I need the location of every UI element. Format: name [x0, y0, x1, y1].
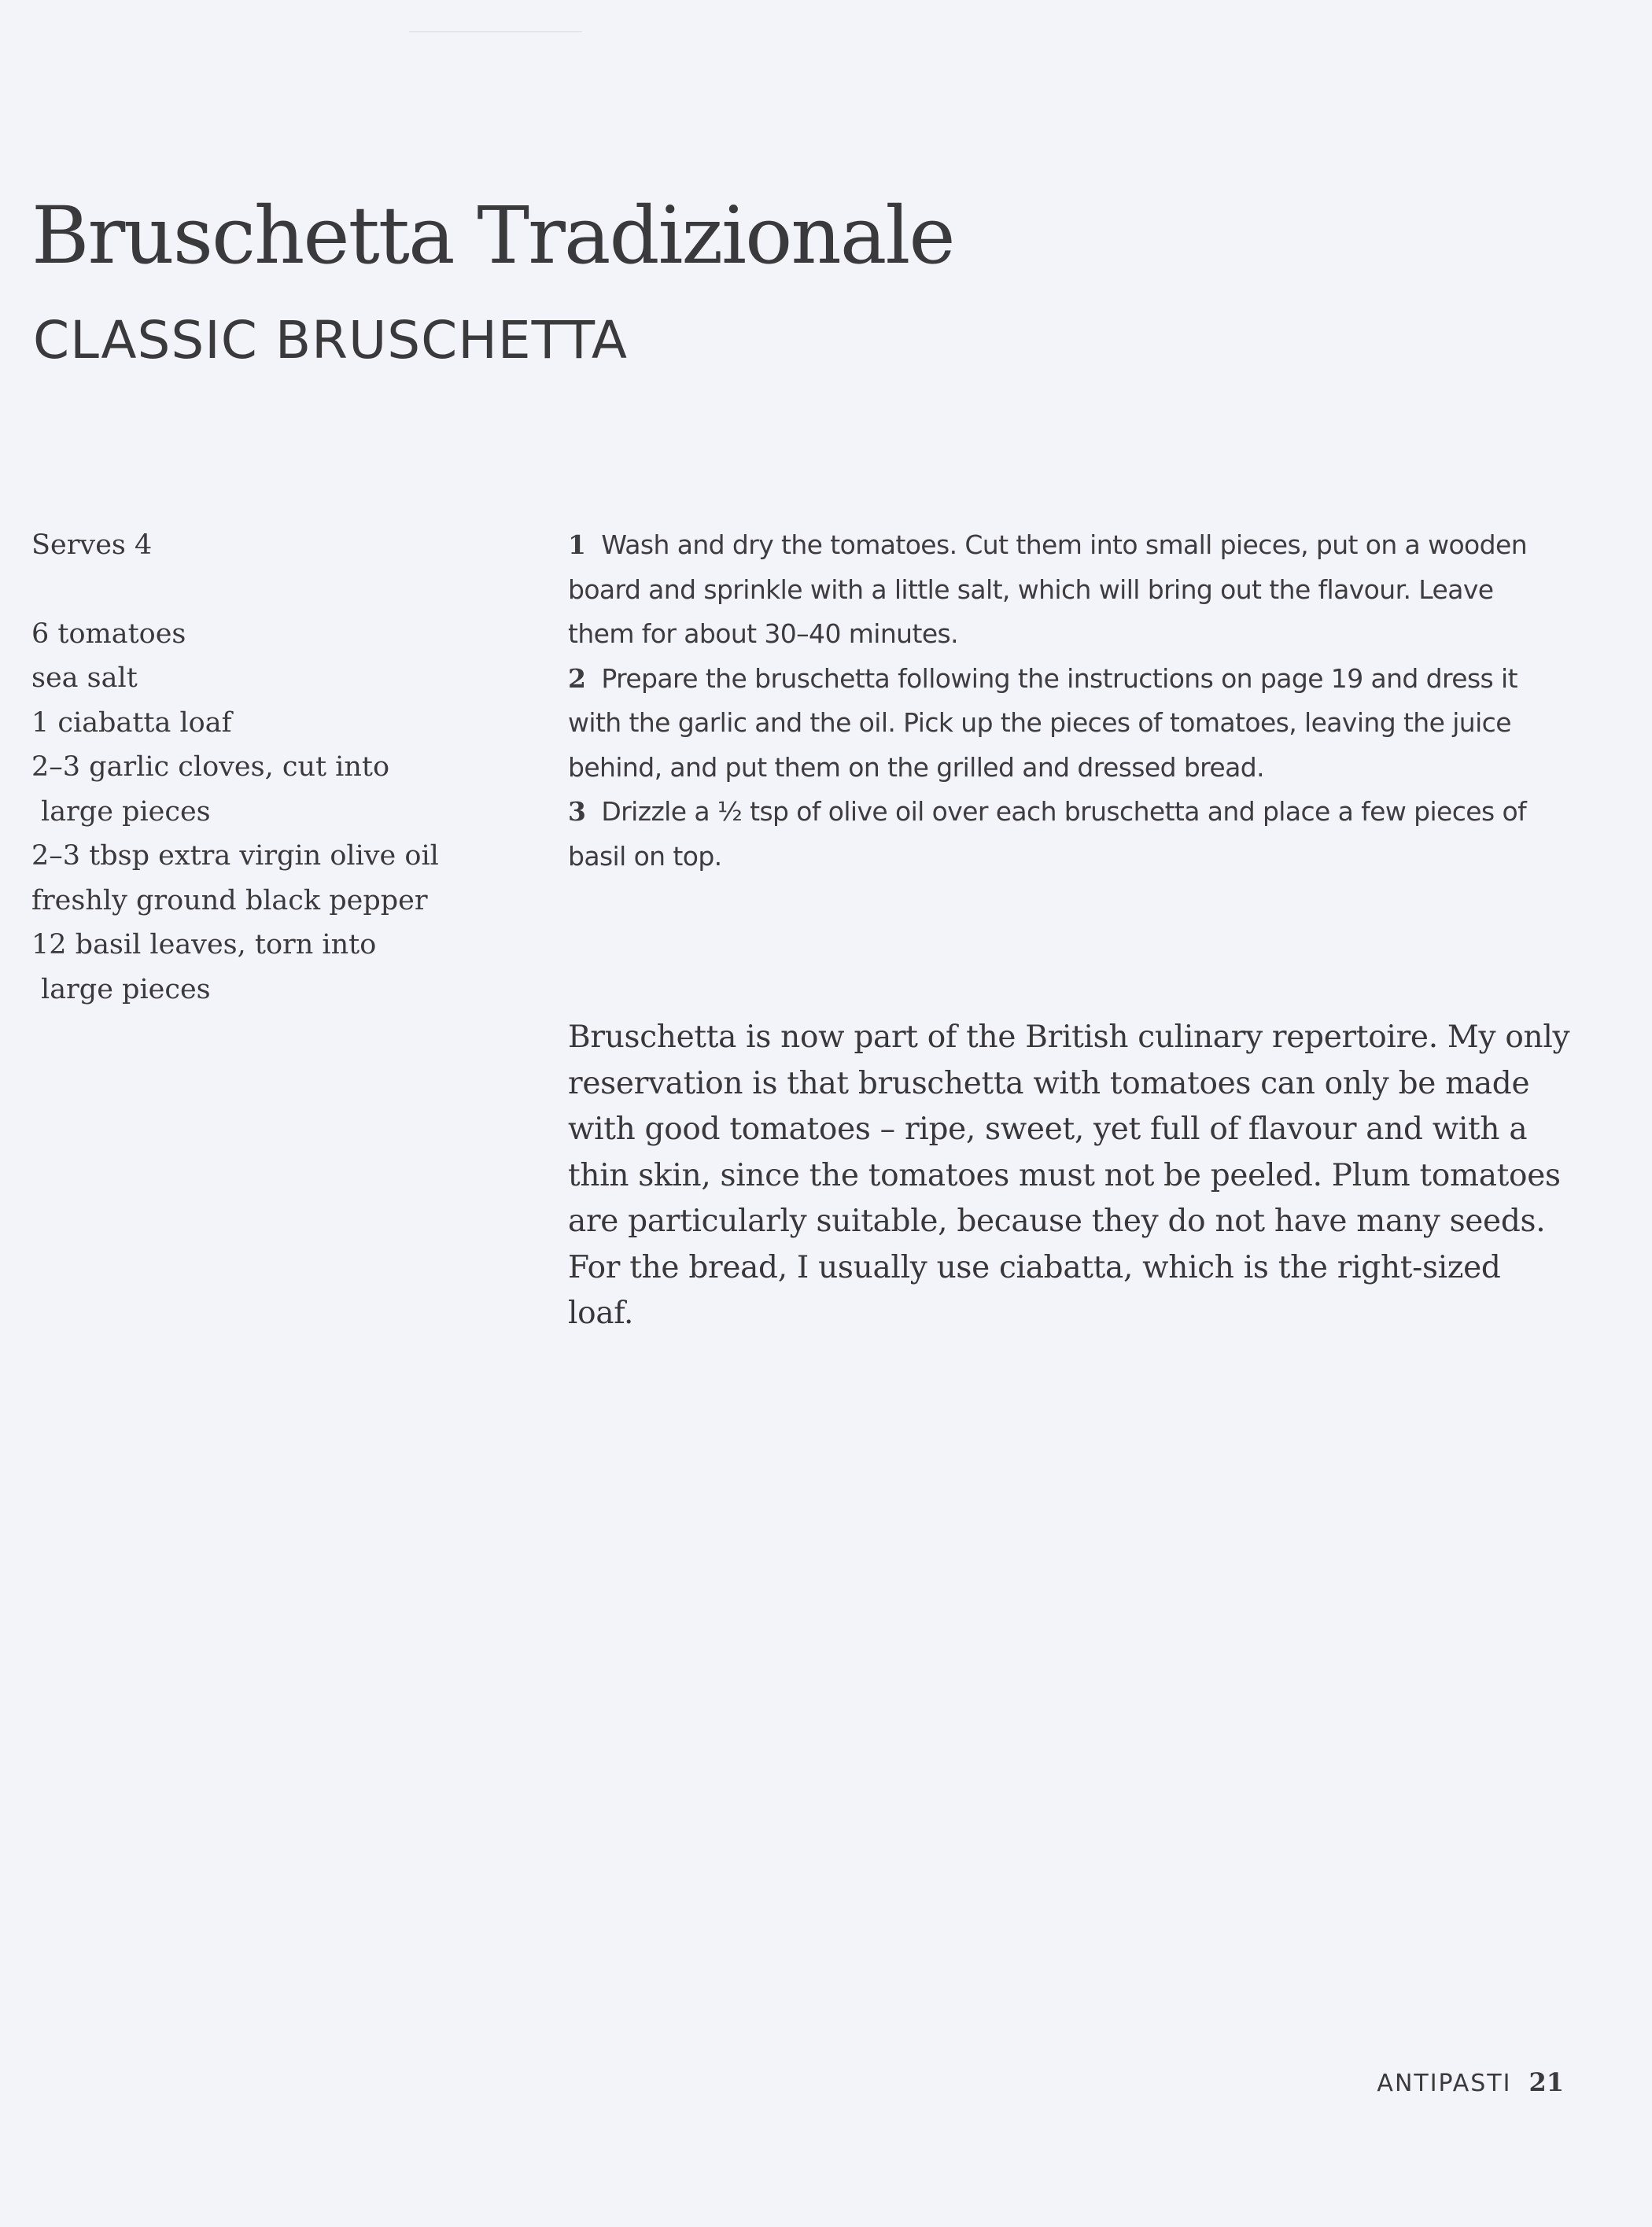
method-step: [568, 790, 1567, 879]
ingredient-line: sea salt: [31, 662, 138, 694]
ingredients-list: [31, 523, 519, 1012]
step-number: 1: [568, 529, 586, 560]
step-text: Drizzle a ½ tsp of olive oil over each bruschetta and place a few pieces of basil on top.: [568, 796, 1527, 872]
ingredient-line: 2–3 tbsp extra virgin olive oil: [31, 840, 439, 872]
ingredient-line: 6 tomatoes: [31, 618, 186, 650]
step-text: Wash and dry the tomatoes. Cut them into small pieces, put on a wooden board and sprinkle with a little salt, which will bring out the flavour. Leave them for about 30–40 minutes.: [568, 529, 1528, 649]
ingredient-line: large pieces: [41, 973, 211, 1005]
recipe-subtitle: CLASSIC BRUSCHETTA: [33, 310, 629, 371]
serves-count: Serves 4: [31, 529, 153, 561]
step-number: 3: [568, 796, 586, 827]
method-steps: [568, 523, 1567, 879]
ingredient-line: 2–3 garlic cloves, cut into: [31, 751, 390, 783]
method-step: [568, 523, 1567, 657]
ingredient-line: 1 ciabatta loaf: [31, 706, 232, 739]
top-rule: [409, 31, 582, 32]
ingredient-line: large pieces: [41, 795, 211, 828]
intro-paragraph: Bruschetta is now part of the British culinary repertoire. My only reservation is that bruschetta with tomatoes can only be made with good tomatoes – ripe, sweet, yet full of flavour and with a thin skin, since the tomatoes must not be peeled. Plum tomatoes are particularly suitable, because they do not have many seeds. For the bread, I usually use ciabatta, which is the right-sized loaf.: [568, 1019, 1570, 1331]
ingredient-line: freshly ground black pepper: [31, 884, 428, 916]
page-number: 21: [1528, 2067, 1564, 2097]
ingredient-line: 12 basil leaves, torn into: [31, 929, 377, 960]
step-number: 2: [568, 662, 586, 694]
page-footer: [1377, 2067, 1564, 2097]
step-text: Prepare the bruschetta following the instructions on page 19 and dress it with the garlic and the oil. Pick up the pieces of tomatoes, leaving the juice behind, and put them on the grilled and dressed bread.: [568, 662, 1517, 783]
method-step: [568, 657, 1567, 791]
recipe-title: Bruschetta Tradizionale: [31, 190, 954, 282]
section-name: ANTIPASTI: [1377, 2070, 1512, 2097]
